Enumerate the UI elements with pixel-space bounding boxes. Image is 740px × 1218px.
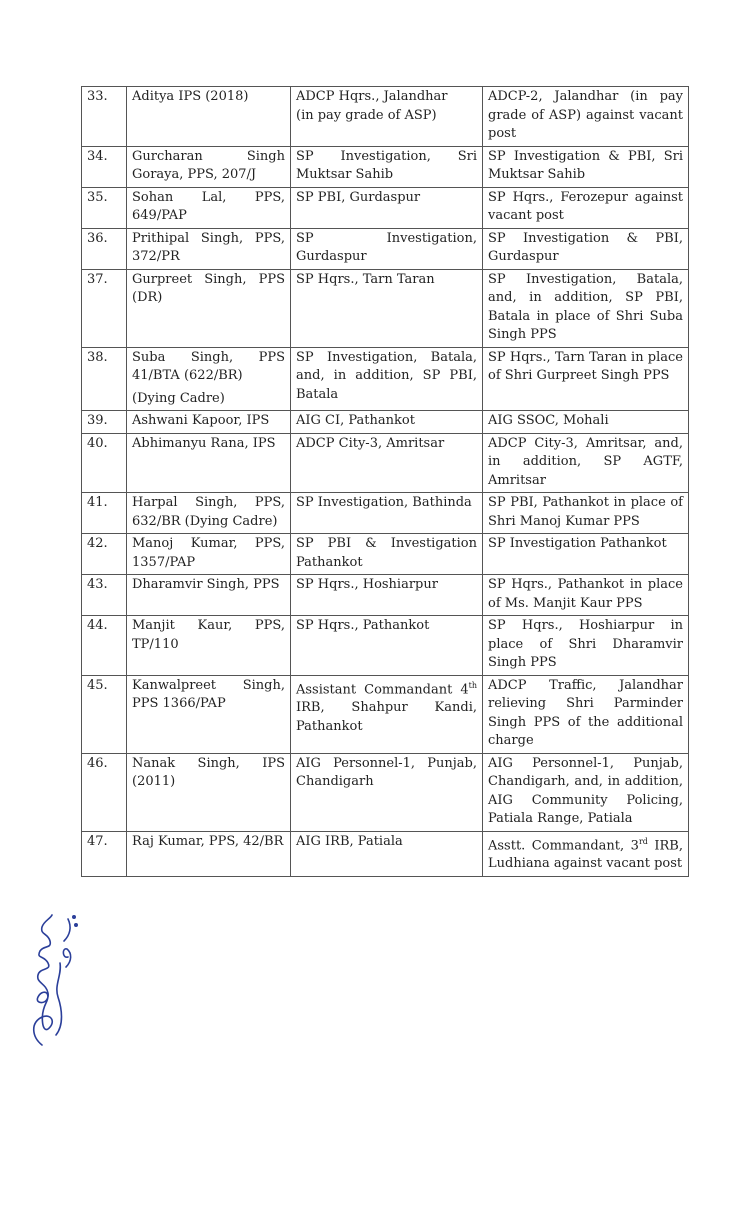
- serial-number: 38.: [82, 347, 127, 411]
- table-row: [82, 575, 689, 616]
- officer-name-text: Harpal Singh, PPS, 632/BR (Dying Cadre): [132, 495, 285, 529]
- serial-number: 36.: [82, 228, 127, 269]
- table-row: [82, 616, 689, 676]
- signature-icon: [12, 905, 86, 1055]
- new-posting: AIG Personnel-1, Punjab, Chandigarh, and, in addition, AIG Community Policing, Patiala Range, Patiala: [483, 753, 689, 831]
- postings-table-body: [82, 87, 689, 877]
- serial-number: 35.: [82, 187, 127, 228]
- officer-name: [127, 269, 291, 347]
- current-posting: SP Hqrs., Hoshiarpur: [291, 575, 483, 616]
- table-row: [82, 87, 689, 147]
- current-posting: ADCP Hqrs., Jalandhar (in pay grade of ASP): [291, 87, 483, 147]
- officer-name: [127, 831, 291, 876]
- officer-name-text: Prithipal Singh, PPS, 372/PR: [132, 230, 285, 264]
- current-posting: SP Investigation, Sri Muktsar Sahib: [291, 146, 483, 187]
- officer-name-text: Sohan Lal, PPS, 649/PAP: [132, 189, 285, 223]
- new-posting: Asstt. Commandant, 3rd IRB, Ludhiana against vacant post: [483, 831, 689, 876]
- officer-name-text: Kanwalpreet Singh, PPS 1366/PAP: [132, 677, 285, 711]
- officer-name: [127, 493, 291, 534]
- postings-table: [81, 86, 689, 877]
- officer-name-text: Manoj Kumar, PPS, 1357/PAP: [132, 536, 285, 570]
- current-posting: AIG CI, Pathankot: [291, 411, 483, 434]
- table-row: [82, 228, 689, 269]
- officer-name: [127, 616, 291, 676]
- current-posting: Assistant Commandant 4th IRB, Shahpur Kandi, Pathankot: [291, 675, 483, 753]
- officer-name: [127, 347, 291, 411]
- officer-name: [127, 753, 291, 831]
- current-posting: ADCP City-3, Amritsar: [291, 433, 483, 493]
- serial-number: 43.: [82, 575, 127, 616]
- new-posting: SP PBI, Pathankot in place of Shri Manoj Kumar PPS: [483, 493, 689, 534]
- officer-name-text: Suba Singh, PPS 41/BTA (622/BR): [132, 349, 285, 383]
- table-row: [82, 146, 689, 187]
- new-posting: SP Hqrs., Hoshiarpur in place of Shri Dharamvir Singh PPS: [483, 616, 689, 676]
- current-posting: SP Hqrs., Pathankot: [291, 616, 483, 676]
- table-row: [82, 831, 689, 876]
- officer-name: [127, 187, 291, 228]
- table-row: [82, 675, 689, 753]
- officer-name-text: Manjit Kaur, PPS, TP/110: [132, 618, 285, 652]
- serial-number: 33.: [82, 87, 127, 147]
- new-posting: AIG SSOC, Mohali: [483, 411, 689, 434]
- serial-number: 41.: [82, 493, 127, 534]
- serial-number: 44.: [82, 616, 127, 676]
- officer-name-text: Gurcharan Singh Goraya, PPS, 207/J: [132, 148, 285, 182]
- table-row: [82, 534, 689, 575]
- table-row: [82, 493, 689, 534]
- officer-name-text: Raj Kumar, PPS, 42/BR: [132, 833, 284, 849]
- officer-name: [127, 534, 291, 575]
- new-posting: SP Investigation & PBI, Sri Muktsar Sahib: [483, 146, 689, 187]
- new-posting: ADCP Traffic, Jalandhar relieving Shri Parminder Singh PPS of the additional charge: [483, 675, 689, 753]
- serial-number: 46.: [82, 753, 127, 831]
- serial-number: 39.: [82, 411, 127, 434]
- table-row: [82, 187, 689, 228]
- current-posting: SP Investigation, Bathinda: [291, 493, 483, 534]
- new-posting: SP Hqrs., Tarn Taran in place of Shri Gurpreet Singh PPS: [483, 347, 689, 411]
- current-posting: AIG Personnel-1, Punjab, Chandigarh: [291, 753, 483, 831]
- serial-number: 42.: [82, 534, 127, 575]
- current-posting: AIG IRB, Patiala: [291, 831, 483, 876]
- current-posting: SP Hqrs., Tarn Taran: [291, 269, 483, 347]
- officer-name-note: (Dying Cadre): [132, 390, 225, 406]
- serial-number: 34.: [82, 146, 127, 187]
- serial-number: 37.: [82, 269, 127, 347]
- serial-number: 45.: [82, 675, 127, 753]
- officer-name: [127, 411, 291, 434]
- officer-name: [127, 675, 291, 753]
- serial-number: 47.: [82, 831, 127, 876]
- officer-name: [127, 228, 291, 269]
- table-row: [82, 753, 689, 831]
- serial-number: 40.: [82, 433, 127, 493]
- current-posting: SP Investigation, Gurdaspur: [291, 228, 483, 269]
- table-row: [82, 347, 689, 411]
- new-posting: SP Investigation, Batala, and, in addition, SP PBI, Batala in place of Shri Suba Singh PPS: [483, 269, 689, 347]
- table-row: [82, 433, 689, 493]
- officer-name-text: Aditya IPS (2018): [132, 89, 249, 104]
- officer-name: [127, 146, 291, 187]
- new-posting: SP Investigation Pathankot: [483, 534, 689, 575]
- table-row: [82, 269, 689, 347]
- new-posting: SP Hqrs., Pathankot in place of Ms. Manjit Kaur PPS: [483, 575, 689, 616]
- new-posting: SP Hqrs., Ferozepur against vacant post: [483, 187, 689, 228]
- officer-name-text: Abhimanyu Rana, IPS: [132, 435, 276, 451]
- officer-name: [127, 575, 291, 616]
- current-posting: SP Investigation, Batala, and, in addition, SP PBI, Batala: [291, 347, 483, 411]
- officer-name-text: Dharamvir Singh, PPS: [132, 577, 280, 592]
- current-posting: SP PBI, Gurdaspur: [291, 187, 483, 228]
- new-posting: ADCP City-3, Amritsar, and, in addition, SP AGTF, Amritsar: [483, 433, 689, 493]
- new-posting: ADCP-2, Jalandhar (in pay grade of ASP) against vacant post: [483, 87, 689, 147]
- table-row: [82, 411, 689, 434]
- current-posting: SP PBI & Investigation Pathankot: [291, 534, 483, 575]
- new-posting: SP Investigation & PBI, Gurdaspur: [483, 228, 689, 269]
- officer-name-text: Ashwani Kapoor, IPS: [132, 413, 270, 428]
- officer-name-text: Nanak Singh, IPS (2011): [132, 755, 285, 789]
- officer-name: [127, 433, 291, 493]
- officer-name-text: Gurpreet Singh, PPS (DR): [132, 271, 285, 305]
- officer-name: [127, 87, 291, 147]
